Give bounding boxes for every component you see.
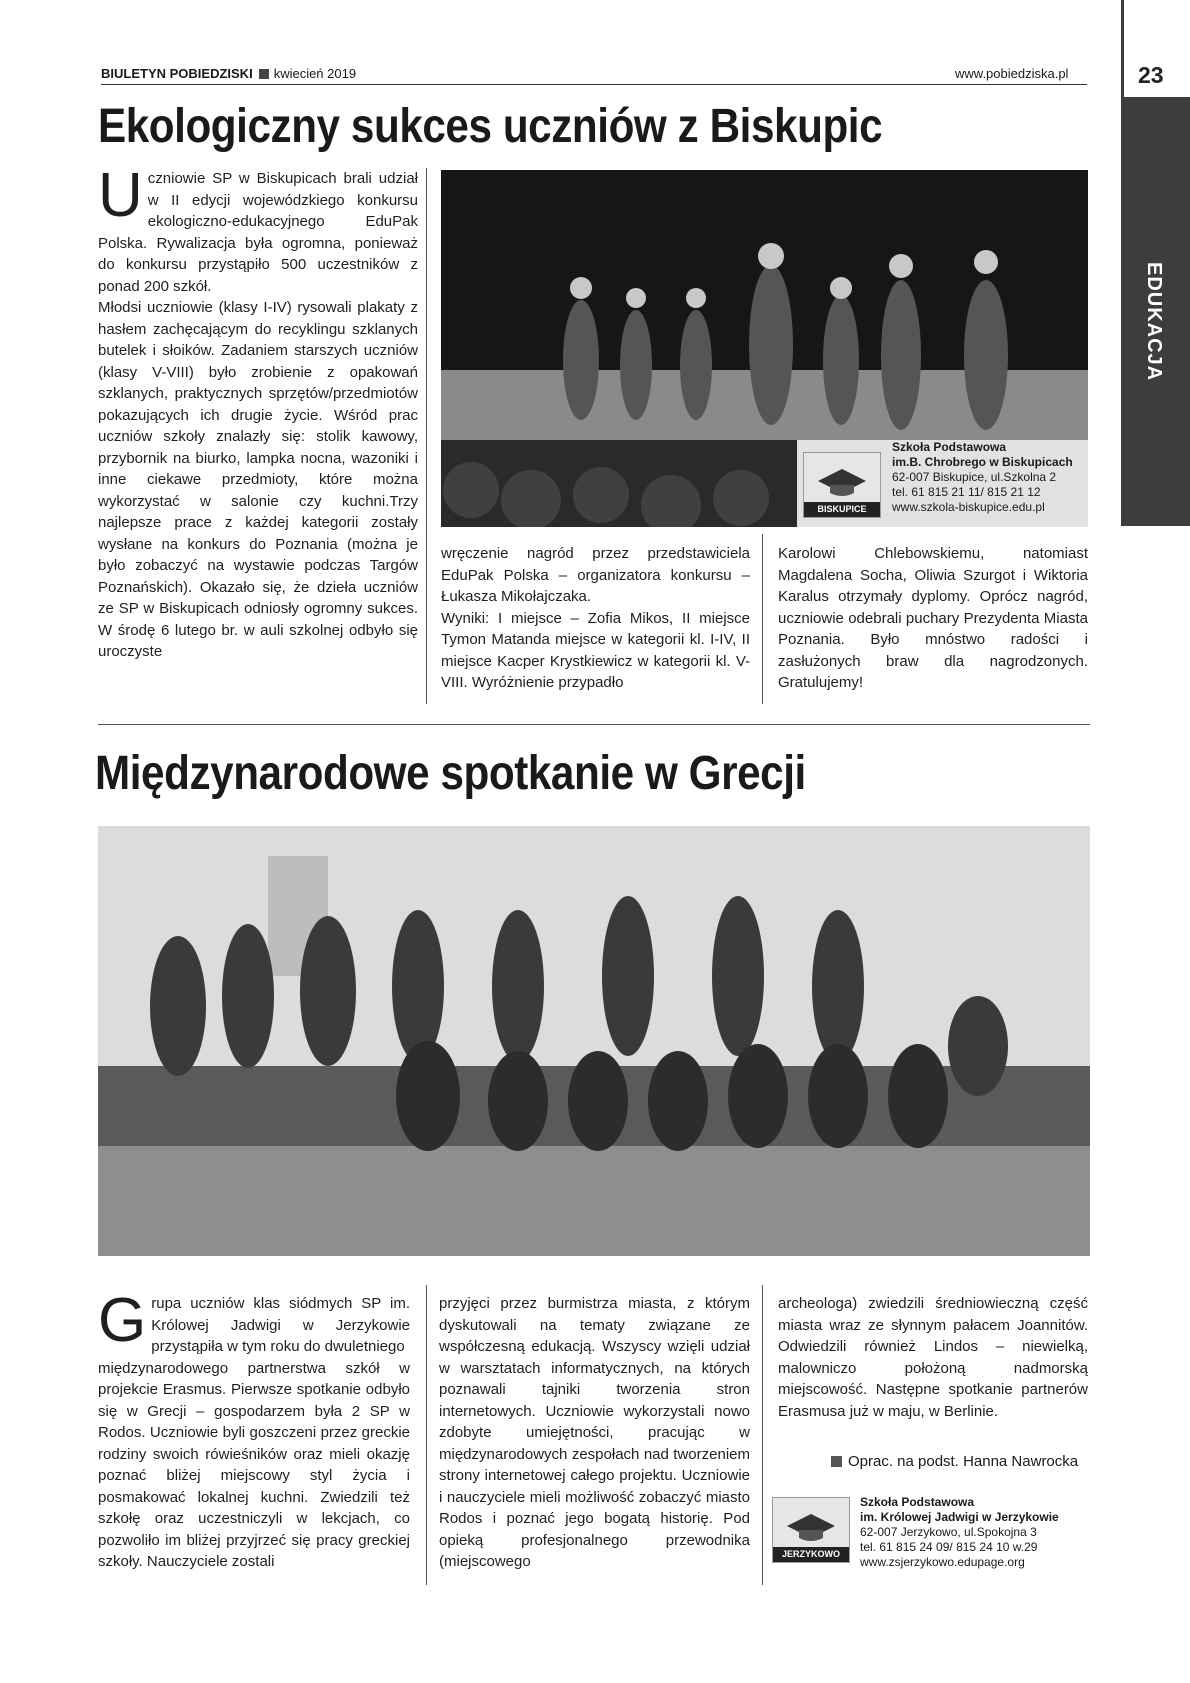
- paragraph: rupa uczniów klas siódmych SP im. Królowej Jadwigi w Jerzykowie przystąpiła w tym roku do dwuletniego: [151, 1295, 410, 1355]
- school-logo: [772, 1497, 850, 1563]
- school-website[interactable]: www.zsjerzykowo.edupage.org: [860, 1555, 1025, 1569]
- school-address: 62-007 Biskupice, ul.Szkolna 2: [892, 470, 1057, 484]
- article2-column-3: archeologa) zwiedzili średniowieczną część miasta wraz ze słynnym pałacem Joannitów. Odwiedzili również Lindos – niewielką, malowniczo położoną nadmorską miejscowość. Następne spotkanie partnerów Erasmusa już w maju, w Berlinie.: [778, 1295, 1088, 1420]
- column-divider: [762, 534, 763, 704]
- paragraph: Młodsi uczniowie (klasy I-IV) rysowali plakaty z hasłem zachęcającym do recyklingu szklanych butelek i słoików. Zadaniem starszych uczniów (klasy V-VIII) było zrobienie z opakowań szklanych, praktycznych sprzętów/przedmiotów pokazujących ich drugie życie. Wśród prac uczniów szkoły znalazły się: stolik kawowy, przybornik na biurko, lampka nocna, wazoniki i inne ciekawe przedmioty, które można wykorzystać w salonie czy kuchni.Trzy najlepsze prace z każdej kategorii zostały wysłane na konkurs do Poznania (można je było zobaczyć na wystawie podczas Targów Poznańskich). Okazało się, że dzieła uczniów ze SP w Biskupicach odniosły ogromny sukces. W środę 6 lutego br. w auli szkolnej odbyło się uroczyste: [98, 299, 418, 660]
- group-photo-greece: [98, 826, 1090, 1256]
- school-info-box: [772, 1495, 1088, 1585]
- logo-caption: BISKUPICE: [804, 502, 880, 517]
- header-divider: [101, 84, 1087, 85]
- column-divider: [426, 1285, 427, 1585]
- school-name: Szkoła Podstawowa: [860, 1495, 975, 1509]
- article-title: Ekologiczny sukces uczniów z Biskupic: [98, 100, 883, 153]
- website-url[interactable]: www.pobiedziska.pl: [955, 66, 1069, 81]
- school-patron: im. Królowej Jadwigi w Jerzykowie: [860, 1510, 1059, 1524]
- article2-column-1: [98, 1286, 410, 1573]
- school-address: 62-007 Jerzykowo, ul.Spokojna 3: [860, 1525, 1037, 1539]
- school-name: Szkoła Podstawowa: [892, 440, 1007, 454]
- paragraph: czniowie SP w Biskupicach brali udział w II edycji wojewódzkiego konkursu ekologiczno-edukacyjnego EduPak Polska. Rywalizacja była ogromna, ponieważ do konkursu przystąpiło 500 uczestników z ponad 200 szkół.: [98, 170, 418, 295]
- publication-header: [101, 66, 356, 81]
- section-label: EDUKACJA: [1143, 262, 1165, 382]
- article1-column-3: Karolowi Chlebowskiemu, natomiast Magdalena Socha, Oliwia Szurgot i Wiktoria Karalus otrzymały dyplomy. Oprócz nagród, uczniowie odebrali puchary Prezydenta Miasta Poznania. Było mnóstwo radości i zasłużonych braw dla nagrodzonych. Gratulujemy!: [778, 545, 1088, 691]
- school-website[interactable]: www.szkola-biskupice.edu.pl: [892, 500, 1045, 514]
- school-phone: tel. 61 815 21 11/ 815 21 12: [892, 485, 1041, 499]
- issue-date: kwiecień 2019: [273, 66, 357, 81]
- school-info-box: [797, 440, 1088, 527]
- school-logo: [803, 452, 881, 518]
- paragraph: międzynarodowego partnerstwa szkół w projekcie Erasmus. Pierwsze spotkanie odbyło się w Grecji – gospodarzem była 2 SP w Rodos. Uczniowie byli goszczeni przez greckie rodziny swoich rówieśników oraz mieli okazję poznać bliżej miejscowy styl życia i posmakować lokalnej kuchni. Zwiedzili też szkołę oraz uczestniczyli w lekcjach, co pozwoliło im bliżej przyjrzeć się pracy greckiej szkoły. Nauczyciele zostali: [98, 1359, 410, 1570]
- school-patron: im.B. Chrobrego w Biskupicach: [892, 455, 1073, 469]
- dropcap: U: [98, 161, 143, 230]
- publication-name: BIULETYN POBIEDZISKI: [101, 66, 253, 81]
- article-title: Międzynarodowe spotkanie w Grecji: [95, 747, 806, 800]
- article1-column-1: [98, 161, 418, 663]
- dropcap: G: [98, 1286, 147, 1355]
- page-number: 23: [1138, 62, 1164, 88]
- article1-column-2: wręczenie nagród przez przedstawiciela EduPak Polska – organizatora konkursu –Łukasza Mikołajczaka. Wyniki: I miejsce – Zofia Mikos, II miejsce Tymon Matanda miejsce w kategorii kl. I-IV, II miejsce Kacper Krystkiewicz w kategorii kl. V-VIII. Wyróżnienie przypadło: [441, 545, 750, 691]
- credit-text: Oprac. na podst. Hanna Nawrocka: [848, 1453, 1079, 1470]
- column-divider: [762, 1285, 763, 1585]
- article-divider: [98, 724, 1090, 725]
- logo-caption: JERZYKOWO: [773, 1547, 849, 1562]
- school-phone: tel. 61 815 24 09/ 815 24 10 w.29: [860, 1540, 1038, 1554]
- author-credit: [831, 1453, 1078, 1470]
- column-divider: [426, 168, 427, 704]
- article2-column-2: przyjęci przez burmistrza miasta, z którym dyskutowali na tematy związane ze współczesną edukacją. Wszyscy wzięli udział w warsztatach informatycznych, na których poznawali tajniki tworzenia stron internetowych. Uczniowie wykorzystali nowo zdobyte umiejętności, pracując w międzynarodowych zespołach nad tworzeniem strony internetowej całego projektu. Uczniowie i nauczyciele mieli możliwość zobaczyć miasto Rodos i poznać jego bogatą historię. Pod opieką profesjonalnego przewodnika (miejscowego: [439, 1295, 750, 1570]
- square-bullet-icon: [259, 69, 269, 79]
- square-bullet-icon: [831, 1456, 842, 1467]
